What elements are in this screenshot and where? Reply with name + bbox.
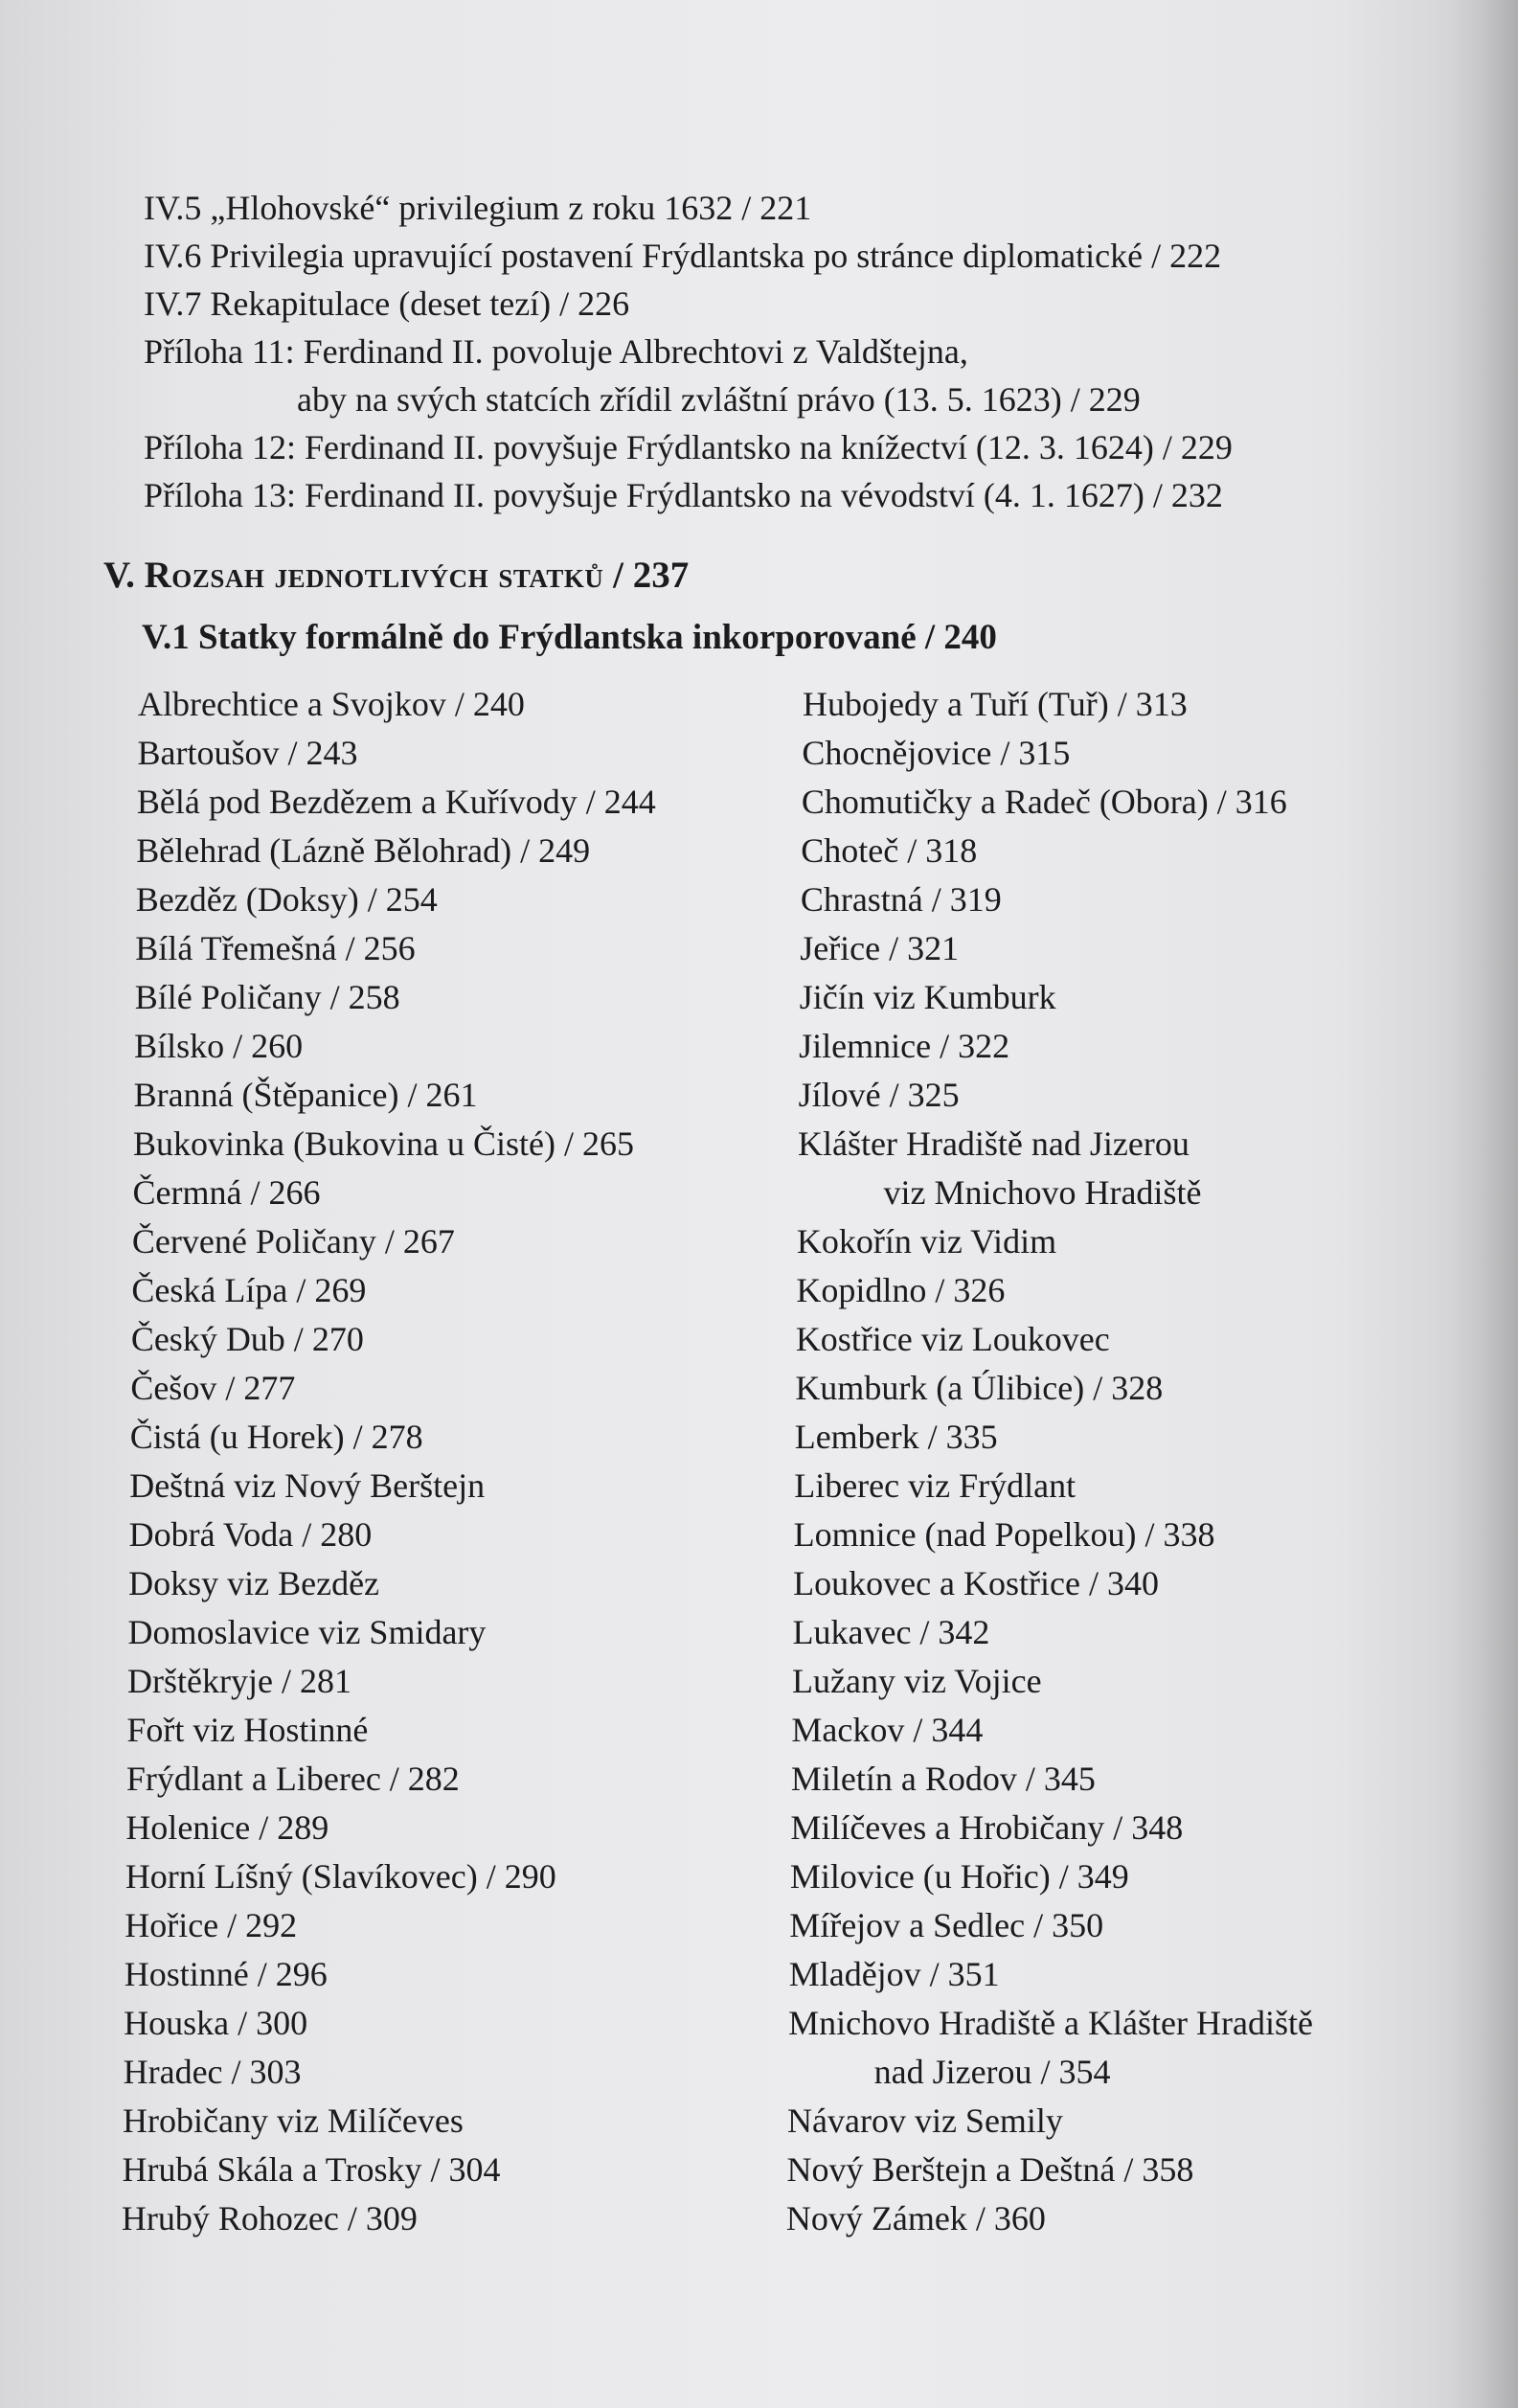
toc-entry-priloha-12: Příloha 12: Ferdinand II. povyšuje Frýdlantsko na knížectví (12. 3. 1624) / 229 (144, 428, 1233, 466)
index-entry: Fořt viz Hostinné (126, 1711, 369, 1749)
index-entry: Bartoušov / 243 (137, 734, 358, 772)
index-entry: Český Dub / 270 (130, 1320, 364, 1358)
toc-entry-priloha-13: Příloha 13: Ferdinand II. povyšuje Frýdlantsko na vévodství (4. 1. 1627) / 232 (144, 476, 1223, 514)
index-entry: Bukovinka (Bukovina u Čisté) / 265 (133, 1124, 634, 1163)
subsection-page: / 240 (924, 618, 997, 657)
index-entry: Liberec viz Frýdlant (794, 1466, 1076, 1505)
index-entry: Bělehrad (Lázně Bělohrad) / 249 (136, 831, 591, 870)
index-entry: Chomutičky a Radeč (Obora) / 316 (801, 783, 1287, 821)
index-entry: Houska / 300 (124, 2004, 308, 2042)
page-edge-shadow (1451, 0, 1518, 2408)
index-entry: Češov / 277 (130, 1369, 296, 1407)
toc-entry-priloha-11: Příloha 11: Ferdinand II. povoluje Albrechtovi z Valdštejna, (144, 332, 968, 371)
toc-entry-iv7: IV.7 Rekapitulace (deset tezí) / 226 (144, 284, 630, 323)
index-entry: Bílá Třemešná / 256 (135, 929, 416, 967)
index-entry: Drštěkryje / 281 (127, 1662, 351, 1700)
index-entry: Jílové / 325 (798, 1076, 960, 1114)
section-title: Rozsah jednotlivých statků (144, 555, 604, 596)
index-entry: Nový Zámek / 360 (785, 2199, 1046, 2238)
index-entry: Jičín viz Kumburk (799, 978, 1056, 1016)
index-entry: Kostřice viz Loukovec (795, 1320, 1110, 1358)
index-entry: Hořice / 292 (125, 1906, 298, 1944)
toc-entry-iv6: IV.6 Privilegia upravující postavení Frýdlantska po stránce diplomatické / 222 (144, 237, 1222, 275)
index-entry: Mířejov a Sedlec / 350 (789, 1906, 1104, 1944)
index-entry: Deštná viz Nový Berštejn (129, 1466, 486, 1505)
index-entry: nad Jizerou / 354 (873, 2053, 1111, 2091)
index-entry: viz Mnichovo Hradiště (883, 1173, 1202, 1212)
index-entry: Lemberk / 335 (794, 1418, 998, 1456)
section-page: / 237 (613, 555, 690, 596)
index-entry: Choteč / 318 (801, 831, 978, 870)
index-entry: Kopidlno / 326 (796, 1271, 1006, 1309)
index-entry: Bílsko / 260 (134, 1027, 304, 1065)
left-column-list (121, 684, 656, 2247)
section-heading (103, 554, 689, 597)
index-entry: Bílé Poličany / 258 (134, 978, 400, 1016)
index-entry: Hubojedy a Tuří (Tuř) / 313 (803, 685, 1188, 723)
index-entry: Návarov viz Semily (787, 2101, 1063, 2140)
index-entry: Lukavec / 342 (792, 1613, 990, 1651)
subsection-title: V.1 Statky formálně do Frýdlantska inkorporované (142, 618, 917, 657)
index-entry: Čermná / 266 (132, 1173, 321, 1212)
index-entry: Mackov / 344 (791, 1711, 984, 1749)
index-entry: Holenice / 289 (125, 1808, 329, 1847)
index-entry: Frýdlant a Liberec / 282 (125, 1760, 460, 1798)
toc-entry-priloha-11-continued: aby na svých statcích zřídil zvláštní právo (13. 5. 1623) / 229 (297, 380, 1141, 419)
index-entry: Domoslavice viz Smidary (127, 1613, 487, 1651)
index-entry: Hrobičany viz Milíčeves (123, 2101, 464, 2140)
section-number: V. (103, 555, 135, 596)
toc-entry-iv5: IV.5 „Hlohovské“ privilegium z roku 1632 / 221 (144, 189, 812, 227)
index-entry: Milovice (u Hořic) / 349 (789, 1857, 1129, 1896)
index-entry: Miletín a Rodov / 345 (790, 1760, 1096, 1798)
index-entry: Klášter Hradiště nad Jizerou (798, 1124, 1189, 1163)
index-entry: Branná (Štěpanice) / 261 (133, 1076, 478, 1114)
toc-top-entries (144, 188, 1233, 523)
index-entry: Jilemnice / 322 (799, 1027, 1010, 1065)
index-entry: Mladějov / 351 (788, 1955, 1000, 1993)
index-entry: Milíčeves a Hrobičany / 348 (790, 1808, 1184, 1847)
index-entry: Čistá (u Horek) / 278 (129, 1418, 423, 1456)
index-entry: Hostinné / 296 (124, 1955, 328, 1993)
index-entry: Bělá pod Bezdězem a Kuřívody / 244 (136, 783, 656, 821)
index-entry: Nový Berštejn a Deštná / 358 (786, 2150, 1194, 2189)
index-entry: Lomnice (nad Popelkou) / 338 (793, 1515, 1215, 1554)
right-column-list (785, 684, 1313, 2247)
index-entry: Chocnějovice / 315 (802, 734, 1071, 772)
index-entry: Lužany viz Vojice (792, 1662, 1042, 1700)
index-entry: Horní Líšný (Slavíkovec) / 290 (125, 1857, 556, 1896)
index-entry: Kumburk (a Úlibice) / 328 (795, 1369, 1164, 1407)
index-entry: Kokořín viz Vidim (796, 1222, 1057, 1261)
index-entry: Albrechtice a Svojkov / 240 (138, 685, 525, 723)
index-entry: Loukovec a Kostřice / 340 (793, 1564, 1159, 1602)
index-entry: Dobrá Voda / 280 (128, 1515, 373, 1554)
index-entry: Hrubá Skála a Trosky / 304 (122, 2150, 501, 2189)
index-entry: Česká Lípa / 269 (131, 1271, 367, 1309)
index-entry: Červené Poličany / 267 (131, 1222, 455, 1261)
index-entry: Hrubý Rohozec / 309 (121, 2199, 418, 2238)
index-entry: Chrastná / 319 (800, 880, 1002, 919)
index-entry: Hradec / 303 (123, 2053, 302, 2091)
index-entry: Jeřice / 321 (800, 929, 960, 967)
index-entry: Doksy viz Bezděz (128, 1564, 380, 1602)
index-entry: Bezděz (Doksy) / 254 (135, 880, 438, 919)
index-entry: Mnichovo Hradiště a Klášter Hradiště (788, 2004, 1313, 2042)
subsection-heading (142, 617, 997, 658)
